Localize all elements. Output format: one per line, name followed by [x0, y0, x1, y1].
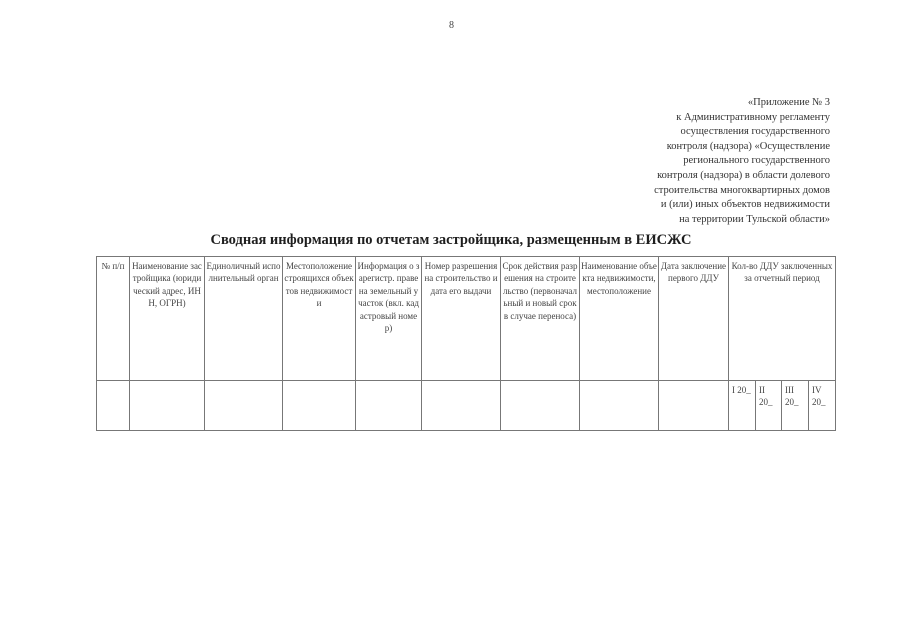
table-cell	[130, 381, 205, 431]
header-cell-developer: Наименование застройщика (юридический адрес, ИНН, ОГРН)	[130, 257, 205, 381]
quarter-cell-2: II 20_	[756, 381, 782, 431]
appendix-line: и (или) иных объектов недвижимости	[660, 199, 830, 211]
appendix-line: осуществления государственного	[680, 126, 830, 138]
header-row	[97, 257, 836, 381]
quarter-cell-3: III 20_	[782, 381, 809, 431]
header-cell-number: № п/п	[97, 257, 130, 381]
table-cell	[501, 381, 580, 431]
header-cell-ddu-count: Кол-во ДДУ заключенных за отчетный период	[729, 257, 836, 381]
table-row	[97, 381, 836, 431]
document-title: Сводная информация по отчетам застройщика, размещенным в ЕИСЖС	[210, 232, 692, 248]
appendix-line: строительства многоквартирных домов	[654, 184, 830, 196]
appendix-line: контроля (надзора) «Осуществление	[666, 140, 830, 152]
report-table	[96, 256, 836, 431]
table-cell	[580, 381, 659, 431]
header-cell-location: Местоположение строящихся объектов недвижимости	[283, 257, 356, 381]
header-cell-executive-body: Единоличный исполнительный орган	[205, 257, 283, 381]
header-cell-permit-number: Номер разрешения на строительство и дата его выдачи	[422, 257, 501, 381]
appendix-line: на территории Тульской области»	[679, 213, 830, 225]
header-cell-land-rights: Информация о зарегистр. праве на земельный участок (вкл. кадастровый номер)	[356, 257, 422, 381]
appendix-note	[590, 96, 830, 227]
quarter-cell-4: IV 20_	[809, 381, 836, 431]
table-cell	[356, 381, 422, 431]
appendix-line: регионального государственного	[683, 155, 830, 167]
appendix-line: контроля (надзора) в области долевого	[657, 169, 830, 181]
table-cell	[422, 381, 501, 431]
appendix-line: к Административному регламенту	[676, 111, 830, 123]
appendix-line: «Приложение № 3	[747, 97, 830, 108]
header-cell-property-name: Наименование объекта недвижимости, местоположение	[580, 257, 659, 381]
table-cell	[283, 381, 356, 431]
page-number: 8	[449, 20, 454, 31]
table-cell	[659, 381, 729, 431]
header-cell-permit-term: Срок действия разрешения на строительство (первоначальный и новый срок в случае переноса)	[501, 257, 580, 381]
table-cell	[97, 381, 130, 431]
header-cell-first-ddu-date: Дата заключение первого ДДУ	[659, 257, 729, 381]
table-cell	[205, 381, 283, 431]
quarter-cell-1: I 20_	[729, 381, 756, 431]
